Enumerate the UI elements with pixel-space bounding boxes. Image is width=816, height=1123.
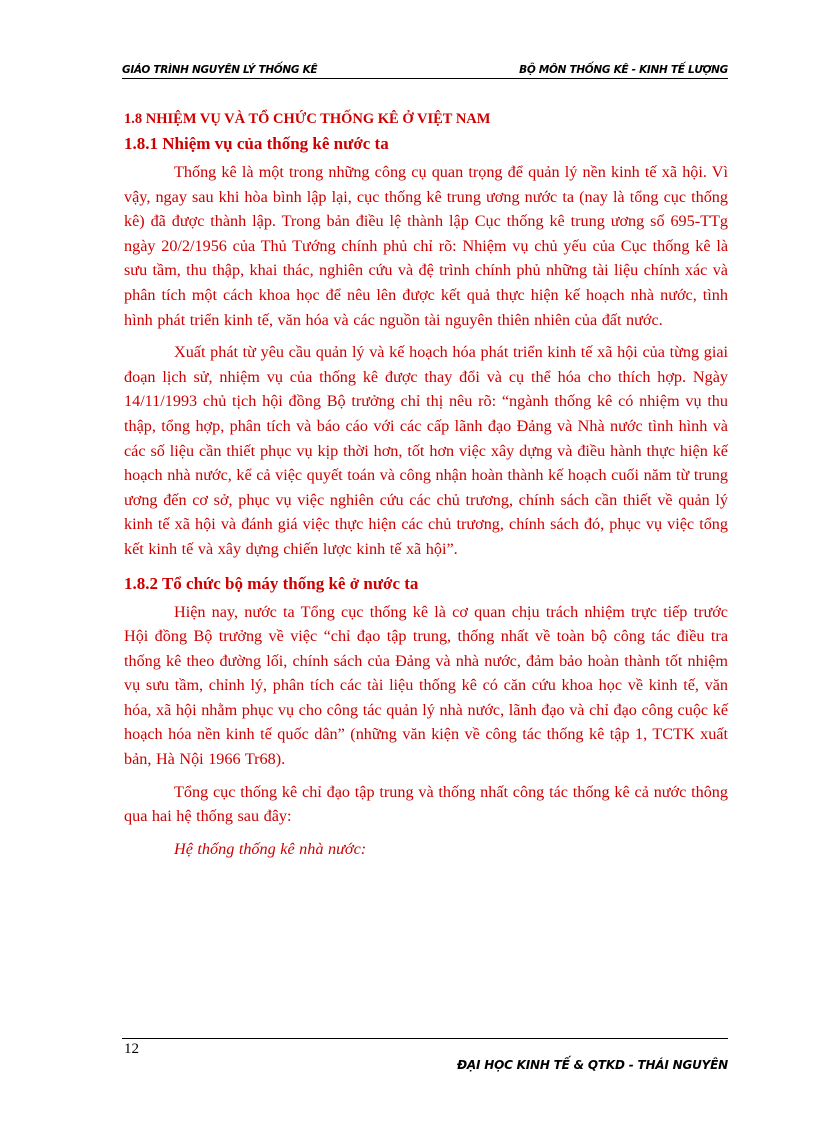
paragraph: Xuất phát từ yêu cầu quản lý và kế hoạch hóa phát triển kinh tế xã hội của từng giai đoạn lịch sử, nhiệm vụ của thống kê được thay đổi và cụ thể hóa cho thích hợp. Ngày 14/11/1993 chủ tịch hội đồng Bộ trưởng chỉ thị nêu rõ: “ngành thống kê có nhiệm vụ thu thập, tổng hợp, phân tích và báo cáo với các cấp lãnh đạo Đảng và Nhà nước tình hình và các số liệu cần thiết phục vụ kịp thời hơn, tốt hơn việc xây dựng và điều hành thực hiện kế hoạch nhà nước, kể cả việc quyết toán và công nhận hoàn thành kế hoạch cuối năm từ trung ương đến cơ sở, phục vụ việc nghiên cứu các chủ trương, chính sách cần thiết về quản lý kinh tế xã hội và đánh giá việc thực hiện các chủ trương, chính sách đó, phục vụ việc tổng kết kinh tế và xây dựng chiến lược kinh tế xã hội”. xyxy=(124,343,728,558)
subsection-1-title: 1.8.1 Nhiệm vụ của thống kê nước ta xyxy=(124,134,389,153)
page-number: 12 xyxy=(124,1041,139,1057)
paragraph: Hiện nay, nước ta Tổng cục thống kê là cơ quan chịu trách nhiệm trực tiếp trước Hội đồng Bộ trưởng về việc “chỉ đạo tập trung, thống nhất về toàn bộ công tác điều tra thống kê theo đường lối, chính sách của Đảng và nhà nước, đảm bảo hoàn thành tốt nhiệm vụ sưu tầm, chỉnh lý, phân tích các tài liệu thống kê có căn cứu khoa học về kinh tế, văn hóa, xã hội nhằm phục vụ cho công tác quản lý nhà nước, lãnh đạo và chỉ đạo công cuộc kế hoạch hóa nền kinh tế quốc dân” (những văn kiện về công tác thống kê tập 1, TCTK xuất bản, Hà Nội 1966 Tr68). xyxy=(124,602,728,769)
page-body xyxy=(124,108,728,869)
paragraph: Thống kê là một trong những công cụ quan trọng để quản lý nền kinh tế xã hội. Vì vậy, ngay sau khi hòa bình lập lại, cục thống kê trung ương nước ta (nay là tổng cục thống kê) đã được thành lập. Trong bản điều lệ thành lập Cục thống kê trung ương số 695-TTg ngày 20/2/1956 của Thủ Tướng chính phủ chỉ rõ: Nhiệm vụ chủ yếu của Cục thống kê là sưu tầm, thu thập, khai thác, nghiên cứu và đệ trình chính phủ những tài liệu chính xác và phân tích một cách khoa học để nêu lên được kết quả thực hiện kế hoạch nhà nước, tình hình phát triển kinh tế, văn hóa và các nguồn tài nguyên thiên nhiên của đất nước. xyxy=(124,163,728,329)
subsection-2-title: 1.8.2 Tổ chức bộ máy thống kê ở nước ta xyxy=(124,573,419,593)
header-left-text: GIÁO TRÌNH NGUYÊN LÝ THỐNG KÊ xyxy=(122,64,318,76)
paragraph: Tổng cục thống kê chỉ đạo tập trung và thống nhất công tác thống kê cả nước thông qua hai hệ thống sau đây: xyxy=(124,782,728,826)
header-right-text: BỘ MÔN THỐNG KÊ - KINH TẾ LƯỢNG xyxy=(519,64,728,76)
footer-rule xyxy=(122,1038,728,1039)
section-title: 1.8 NHIỆM VỤ VÀ TỔ CHỨC THỐNG KÊ Ở VIỆT NAM xyxy=(124,111,491,127)
page-header xyxy=(122,58,728,79)
italic-subheading: Hệ thống thống kê nhà nước: xyxy=(174,839,367,858)
footer-right-text: ĐẠI HỌC KINH TẾ & QTKD - THÁI NGUYÊN xyxy=(456,1058,728,1072)
